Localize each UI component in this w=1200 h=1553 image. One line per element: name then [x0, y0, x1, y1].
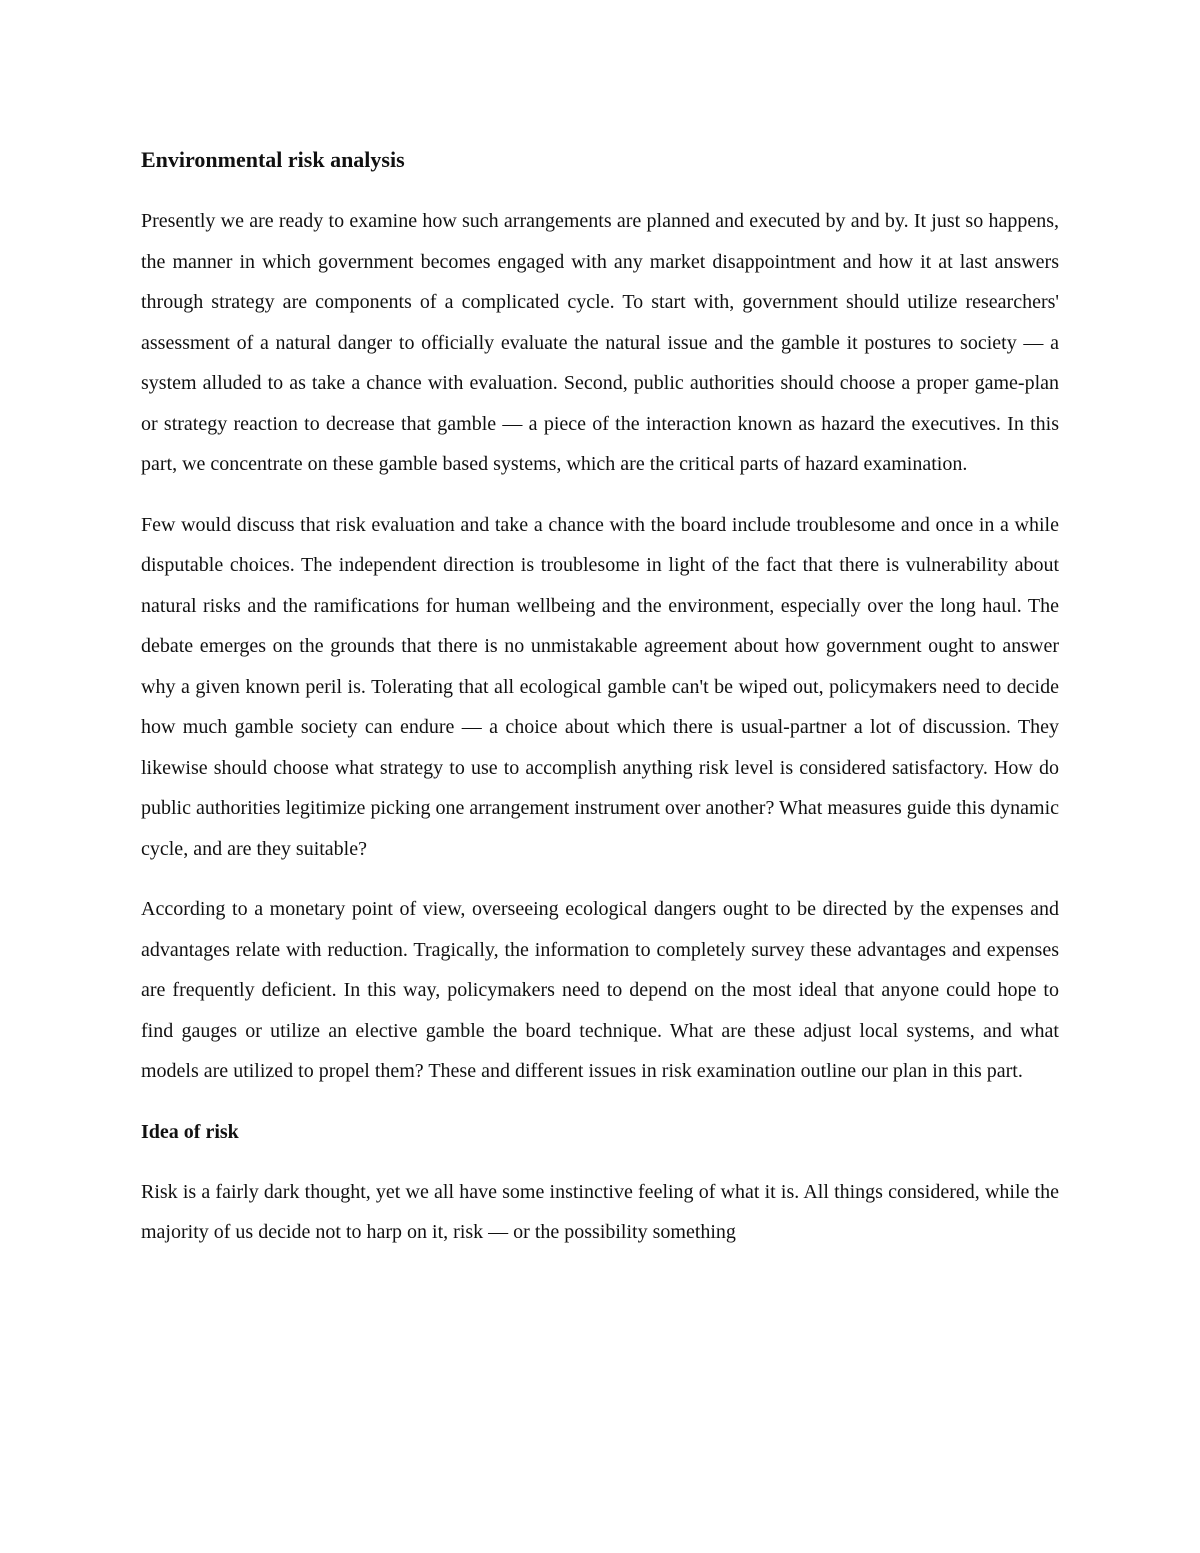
- spacer: [141, 180, 1059, 201]
- page-title: Environmental risk analysis: [141, 147, 405, 172]
- paragraph-intro-3: According to a monetary point of view, overseeing ecological dangers ought to be directed by the expenses and advantages relate with reduction. Tragically, the information to completely survey these advantages and expenses are frequently deficient. In this way, policymakers need to depend on the most ideal that anyone could hope to find gauges or utilize an elective gamble the board technique. What are these adjust local systems, and what models are utilized to propel them? These and different issues in risk examination outline our plan in this part.: [141, 898, 1059, 1082]
- spacer: [141, 1152, 1059, 1172]
- spacer: [141, 485, 1059, 505]
- spacer: [141, 869, 1059, 889]
- section-heading: Idea of risk: [141, 1120, 239, 1143]
- paragraph-section-1: Risk is a fairly dark thought, yet we all have some instinctive feeling of what it is. All things considered, while the majority of us decide not to harp on it, risk — or the possibility something: [141, 1180, 1059, 1243]
- paragraph-intro-2: Few would discuss that risk evaluation and take a chance with the board include troublesome and once in a while disputable choices. The independent direction is troublesome in light of the fact that there is vulnerability about natural risks and the ramifications for human wellbeing and the environment, especially over the long haul. The debate emerges on the grounds that there is no unmistakable agreement about how government ought to answer why a given known peril is. Tolerating that all ecological gamble can't be wiped out, policymakers need to decide how much gamble society can endure — a choice about which there is usual-partner a lot of discussion. They likewise should choose what strategy to use to accomplish anything risk level is considered satisfactory. How do public authorities legitimize picking one arrangement instrument over another? What measures guide this dynamic cycle, and are they suitable?: [141, 513, 1059, 860]
- document-body: [141, 140, 1059, 1253]
- paragraph-intro-1: Presently we are ready to examine how such arrangements are planned and executed by and by. It just so happens, the manner in which government becomes engaged with any market disappointment and how it at last answers through strategy are components of a complicated cycle. To start with, government should utilize researchers' assessment of a natural danger to officially evaluate the natural issue and the gamble it postures to society — a system alluded to as take a chance with evaluation. Second, public authorities should choose a proper game-plan or strategy reaction to decrease that gamble — a piece of the interaction known as hazard the executives. In this part, we concentrate on these gamble based systems, which are the critical parts of hazard examination.: [141, 210, 1059, 475]
- spacer: [141, 1092, 1059, 1112]
